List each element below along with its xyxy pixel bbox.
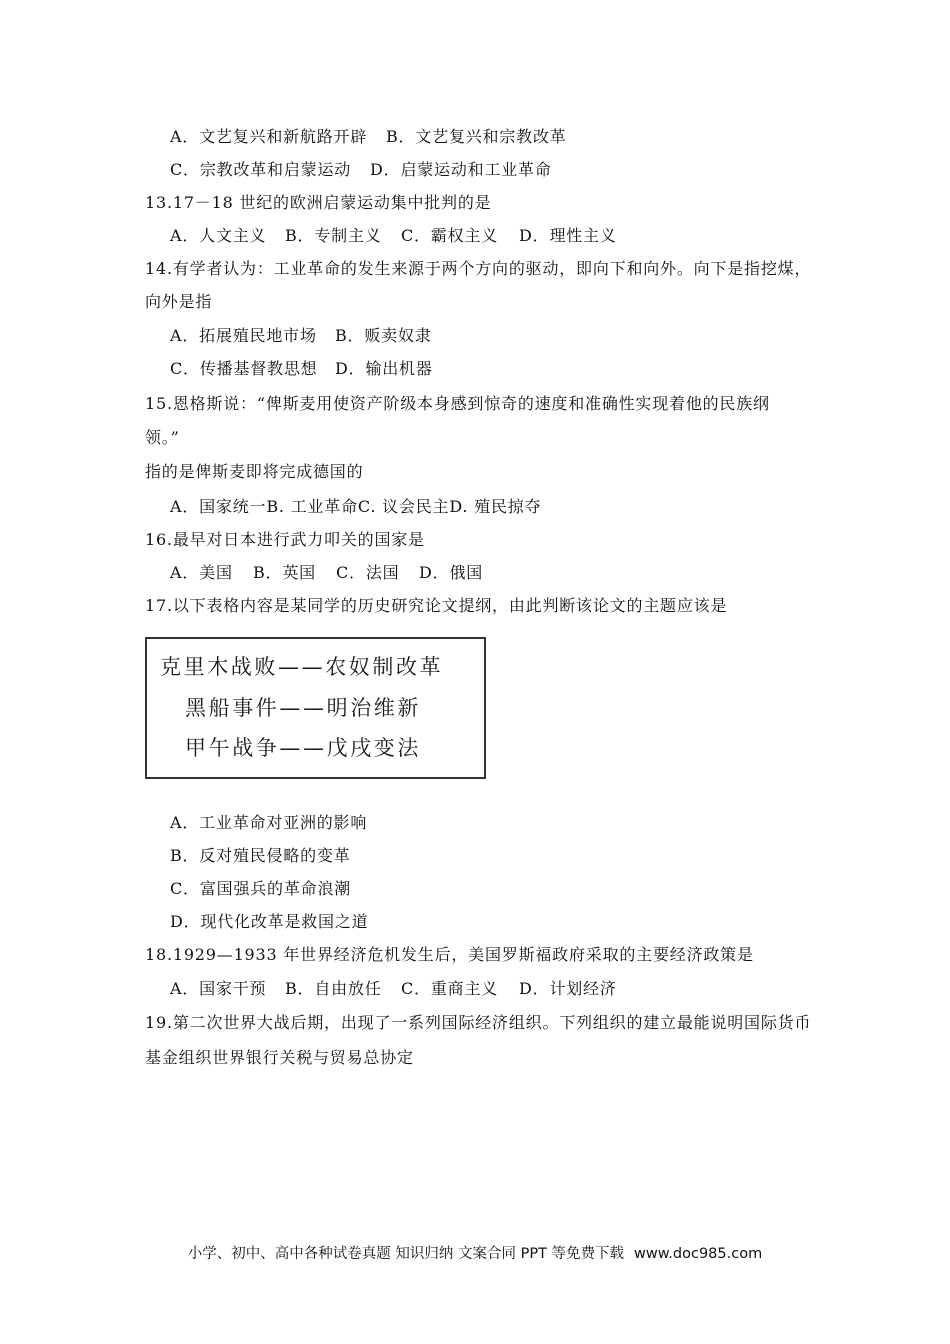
q19-stem-line-2: 基金组织世界银行关税与贸易总协定 [145,1048,414,1067]
option-label: B． [335,326,365,345]
footer-text: 小学、初中、高中各种试卷真题 知识归纳 文案合同 PPT 等免费下载 [187,1246,625,1262]
q16-option-c [336,562,399,584]
q15-option-b-text: 工业革命 [290,497,358,516]
q18-option-a [170,978,266,1000]
option-text: 国家干预 [199,979,267,998]
option-label: D． [519,226,550,245]
option-text: 启蒙运动和工业革命 [400,160,552,179]
option-label: B． [253,563,283,582]
q16-options-row [0,562,950,584]
option-text: 霸权主义 [430,226,499,245]
option-label: A． [170,979,200,998]
option-label: A． [170,326,200,345]
option-label: D． [170,912,201,931]
option-label: D． [519,979,550,998]
q18-option-b [285,978,382,1000]
q15-option-b-label: B. [266,497,291,516]
option-label: A． [170,563,200,582]
option-text: 文艺复兴和新航路开辟 [199,127,368,146]
q17-outline-box [145,637,486,779]
option-text: 计划经济 [549,979,617,998]
q13-stem: 13.17－18 世纪的欧洲启蒙运动集中批判的是 [145,193,492,212]
q17-option-c [170,878,351,900]
option-text: 理性主义 [549,226,617,245]
q16-stem: 16.最早对日本进行武力叩关的国家是 [145,530,425,549]
q13-option-a [170,225,266,247]
option-text: 贩卖奴隶 [364,326,432,345]
q14-option-a [170,325,317,347]
q15-stem-line-2: 领。” [145,428,180,447]
option-label: B． [285,226,315,245]
q15-option-a-text: 国家统一 [199,497,267,516]
option-text: 反对殖民侵略的变革 [199,846,351,865]
q12-option-a [170,126,367,148]
q12-option-d [370,159,552,181]
option-text: 工业革命对亚洲的影响 [199,813,368,832]
page-footer [0,1243,950,1265]
q12-options-row-1 [0,126,950,148]
option-label: C． [170,160,200,179]
q14-stem-line-2: 向外是指 [145,292,213,311]
option-text: 重商主义 [430,979,499,998]
q17-option-d [170,911,368,933]
option-label: B． [285,979,315,998]
option-text: 自由放任 [314,979,382,998]
q12-options-row-2 [0,159,950,181]
q15-option-c-label: C. [357,497,383,516]
option-text: 文艺复兴和宗教改革 [415,127,567,146]
option-label: C． [170,879,200,898]
q18-option-c [401,978,498,1000]
q14-option-b [335,325,432,347]
q13-option-b [285,225,382,247]
q14-options-row-2 [0,358,950,380]
q14-option-c [170,358,317,380]
q16-option-d [419,562,483,584]
q13-option-d [519,225,617,247]
q18-stem: 18.1929—1933 年世界经济危机发生后，美国罗斯福政府采取的主要经济政策是 [145,945,754,964]
option-label: D． [419,563,450,582]
q14-option-d [335,358,433,380]
option-text: 富国强兵的革命浪潮 [199,879,352,898]
option-label: B． [170,846,200,865]
q13-option-c [401,225,498,247]
q16-option-a [170,562,233,584]
q15-options-row [170,496,541,518]
option-label: A． [170,127,200,146]
q15-stem-line-3: 指的是俾斯麦即将完成德国的 [145,462,364,481]
option-text: 拓展殖民地市场 [199,326,317,345]
option-label: C． [401,979,431,998]
footer-url: www.doc985.com [634,1246,763,1262]
q15-option-d-label: D. [449,497,475,516]
option-label: D． [370,160,401,179]
q14-options-row-1 [0,325,950,347]
option-label: A． [170,813,200,832]
option-label: C． [336,563,366,582]
q12-option-b [386,126,567,148]
option-label: C． [170,359,200,378]
option-text: 人文主义 [199,226,267,245]
outline-line-1: 克里木战败——农奴制改革 [160,655,444,679]
q15-stem-line-1: 15.恩格斯说：“俾斯麦用使资产阶级本身感到惊奇的速度和准确性实现着他的民族纲 [145,394,770,413]
q14-stem-line-1: 14.有学者认为：工业革命的发生来源于两个方向的驱动，即向下和向外。向下是指挖煤， [145,259,812,278]
option-text: 传播基督教思想 [199,359,318,378]
option-label: C． [401,226,431,245]
q18-options-row [0,978,950,1000]
outline-line-3: 甲午战争——戊戌变法 [185,736,421,760]
q17-option-a [170,812,367,834]
q16-option-b [253,562,316,584]
q13-options-row [0,225,950,247]
option-text: 英国 [282,563,316,582]
option-label: D． [335,359,366,378]
option-label: A． [170,226,200,245]
option-text: 宗教改革和启蒙运动 [199,160,352,179]
q18-option-d [519,978,617,1000]
q15-option-c-text: 议会民主 [382,497,450,516]
option-text: 俄国 [449,563,484,582]
outline-line-2: 黑船事件——明治维新 [185,696,421,720]
option-text: 法国 [365,563,400,582]
q17-stem: 17.以下表格内容是某同学的历史研究论文提纲，由此判断该论文的主题应该是 [145,596,728,615]
q15-option-a-label: A． [170,497,200,516]
option-label: B． [386,127,416,146]
option-text: 美国 [199,563,233,582]
q17-option-b [170,845,351,867]
q12-option-c [170,159,351,181]
q15-option-d-text: 殖民掠夺 [474,497,542,516]
q19-stem-line-1: 19.第二次世界大战后期，出现了一系列国际经济组织。下列组织的建立最能说明国际货币 [145,1013,812,1032]
option-text: 输出机器 [365,359,433,378]
option-text: 专制主义 [314,226,382,245]
option-text: 现代化改革是救国之道 [200,912,369,931]
